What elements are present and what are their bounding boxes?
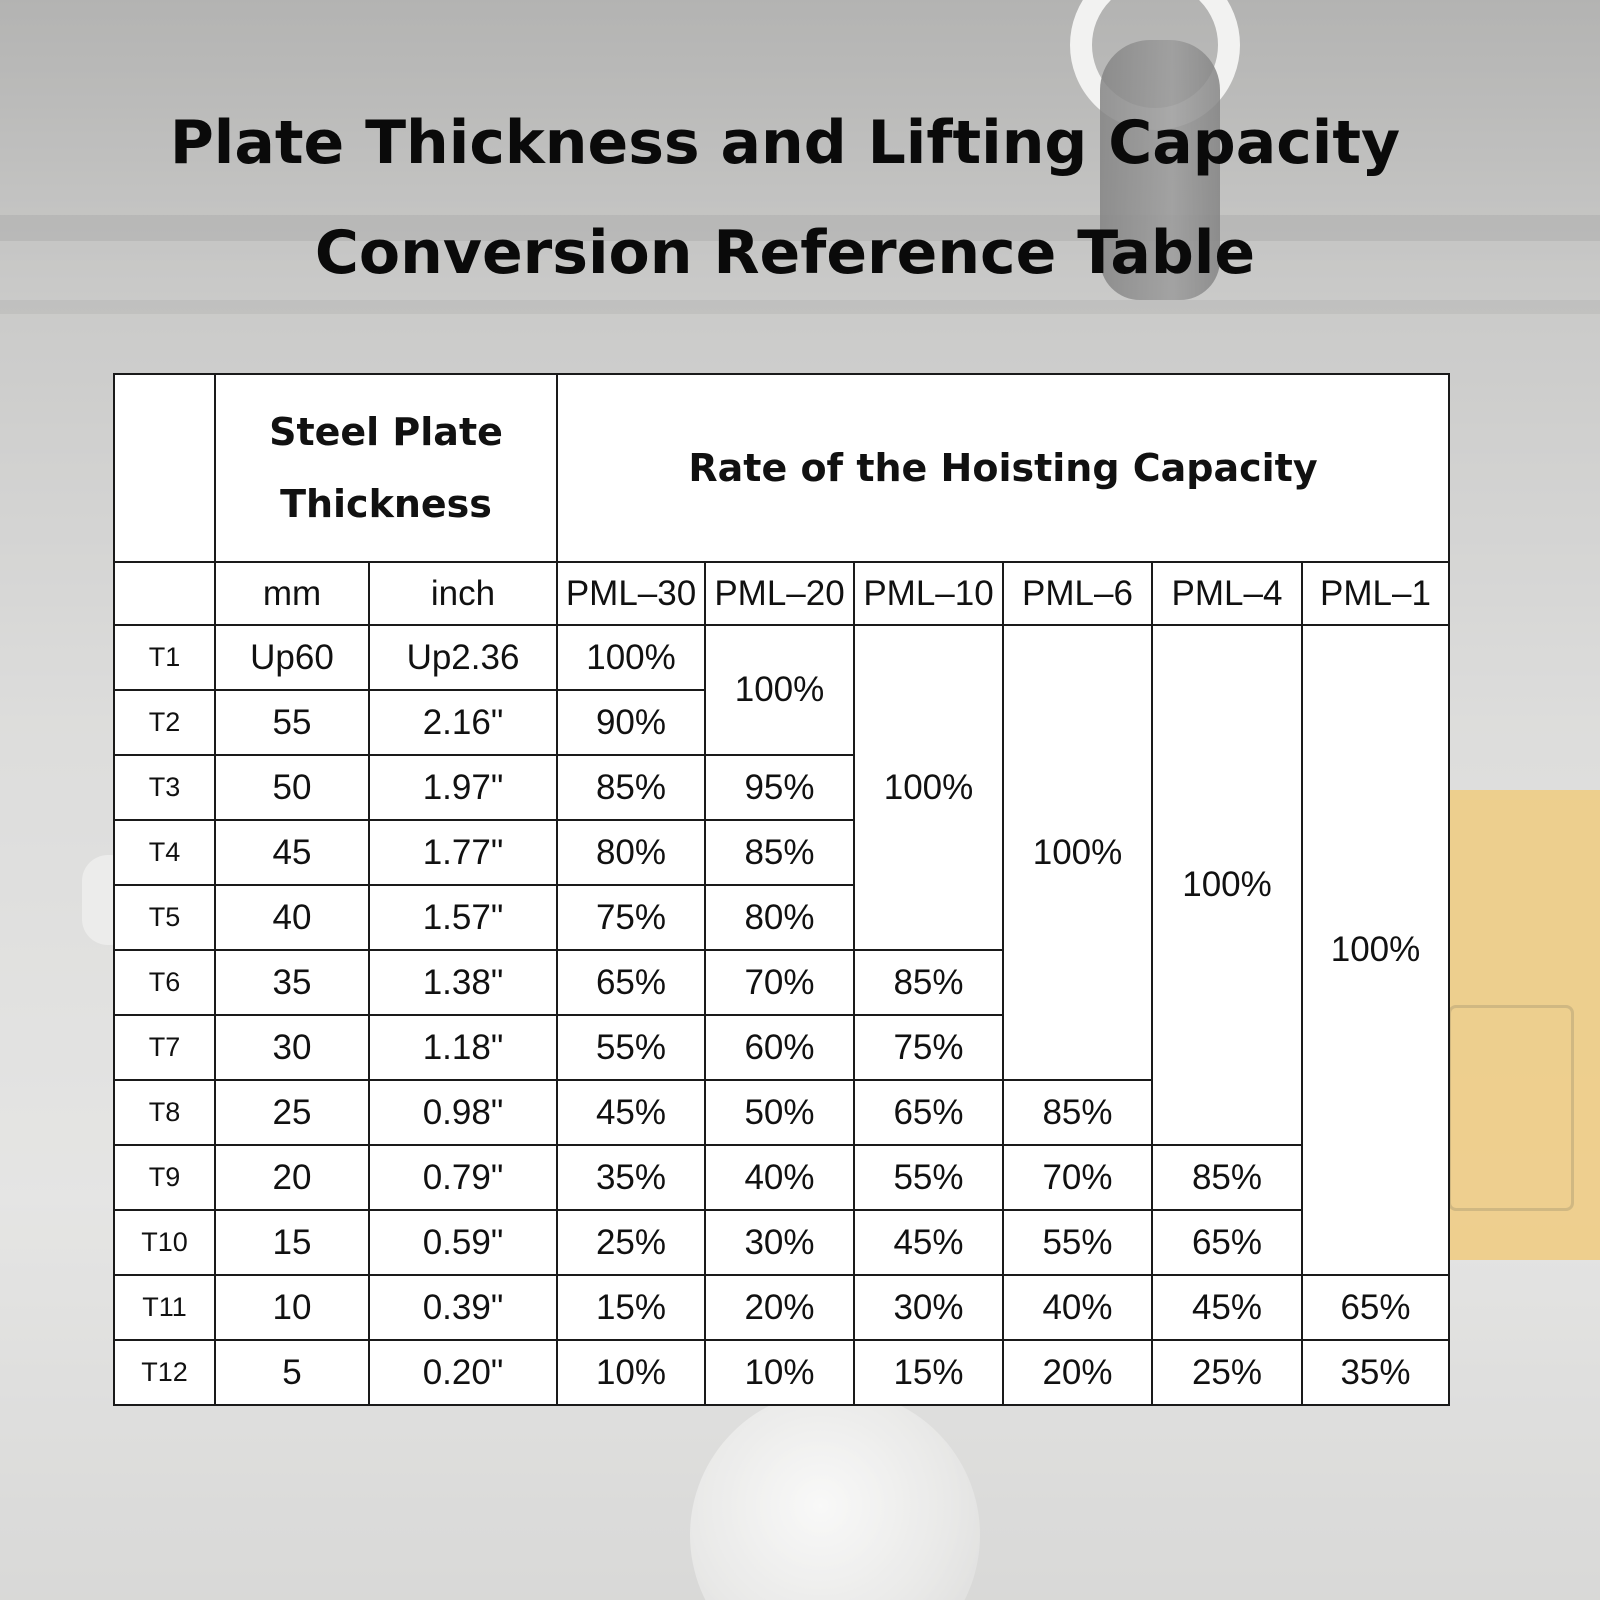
cell-pml-10: 75% — [854, 1015, 1003, 1080]
model-pml-1: PML–1 — [1302, 562, 1449, 625]
row-code: T3 — [114, 755, 215, 820]
cell-pml-10: 85% — [854, 950, 1003, 1015]
row-code: T8 — [114, 1080, 215, 1145]
cell-pml-6: 20% — [1003, 1340, 1152, 1405]
cell-pml-20: 80% — [705, 885, 854, 950]
steel-plate-thickness-header — [215, 374, 557, 562]
cell-pml-4: 85% — [1152, 1145, 1302, 1210]
cell-pml-10: 45% — [854, 1210, 1003, 1275]
row-code: T7 — [114, 1015, 215, 1080]
model-pml-10: PML–10 — [854, 562, 1003, 625]
cell-mm: 45 — [215, 820, 369, 885]
row-code: T10 — [114, 1210, 215, 1275]
cell-pml-30: 15% — [557, 1275, 705, 1340]
cell-pml-20: 50% — [705, 1080, 854, 1145]
cell-pml-20-merged: 100% — [705, 625, 854, 755]
model-pml-6: PML–6 — [1003, 562, 1152, 625]
unit-mm: mm — [215, 562, 369, 625]
cell-pml-4: 45% — [1152, 1275, 1302, 1340]
cell-pml-30: 45% — [557, 1080, 705, 1145]
cell-inch: 1.77" — [369, 820, 557, 885]
cell-pml-20: 85% — [705, 820, 854, 885]
cell-mm: 30 — [215, 1015, 369, 1080]
row-code: T4 — [114, 820, 215, 885]
table-row — [114, 625, 1449, 690]
cell-pml-20: 95% — [705, 755, 854, 820]
cell-mm: 35 — [215, 950, 369, 1015]
cell-pml-4: 65% — [1152, 1210, 1302, 1275]
cell-pml-1: 65% — [1302, 1275, 1449, 1340]
cell-mm: 5 — [215, 1340, 369, 1405]
cell-pml-6-merged: 100% — [1003, 625, 1152, 1080]
row-code: T2 — [114, 690, 215, 755]
cell-pml-20: 30% — [705, 1210, 854, 1275]
row-code: T1 — [114, 625, 215, 690]
cell-pml-30: 80% — [557, 820, 705, 885]
cell-inch: 0.79" — [369, 1145, 557, 1210]
cell-mm: 20 — [215, 1145, 369, 1210]
cell-pml-10: 15% — [854, 1340, 1003, 1405]
cell-pml-6: 85% — [1003, 1080, 1152, 1145]
cell-pml-30: 85% — [557, 755, 705, 820]
cell-pml-30: 35% — [557, 1145, 705, 1210]
cell-pml-20: 60% — [705, 1015, 854, 1080]
cell-pml-4: 25% — [1152, 1340, 1302, 1405]
cell-pml-30: 75% — [557, 885, 705, 950]
cell-mm: 40 — [215, 885, 369, 950]
table-row — [114, 1275, 1449, 1340]
steel-plate-thickness-label: Steel Plate Thickness — [269, 410, 503, 526]
model-pml-30: PML–30 — [557, 562, 705, 625]
cell-inch: 2.16" — [369, 690, 557, 755]
cell-pml-30: 55% — [557, 1015, 705, 1080]
cell-mm: 25 — [215, 1080, 369, 1145]
cell-inch: 1.18" — [369, 1015, 557, 1080]
conversion-table — [113, 373, 1450, 1406]
table-row — [114, 1145, 1449, 1210]
cell-pml-20: 40% — [705, 1145, 854, 1210]
cell-inch: 0.98" — [369, 1080, 557, 1145]
cell-pml-10: 55% — [854, 1145, 1003, 1210]
cell-inch: 1.97" — [369, 755, 557, 820]
cell-inch: 0.20" — [369, 1340, 557, 1405]
header-row — [114, 374, 1449, 562]
row-code: T6 — [114, 950, 215, 1015]
cell-mm: Up60 — [215, 625, 369, 690]
cell-mm: 15 — [215, 1210, 369, 1275]
cell-pml-20: 10% — [705, 1340, 854, 1405]
corner-cell — [114, 374, 215, 562]
hoisting-capacity-header: Rate of the Hoisting Capacity — [557, 374, 1449, 562]
title-line-1: Plate Thickness and Lifting Capacity — [169, 108, 1401, 178]
page-title — [0, 88, 1570, 308]
cell-inch: Up2.36 — [369, 625, 557, 690]
cell-pml-20: 20% — [705, 1275, 854, 1340]
cell-pml-4-merged: 100% — [1152, 625, 1302, 1145]
cell-pml-30: 65% — [557, 950, 705, 1015]
cell-pml-10: 30% — [854, 1275, 1003, 1340]
cell-pml-30: 90% — [557, 690, 705, 755]
cell-pml-30: 100% — [557, 625, 705, 690]
unit-inch: inch — [369, 562, 557, 625]
cell-pml-6: 40% — [1003, 1275, 1152, 1340]
cell-inch: 1.57" — [369, 885, 557, 950]
title-line-2: Conversion Reference Table — [314, 218, 1256, 288]
row-code: T9 — [114, 1145, 215, 1210]
cell-pml-6: 70% — [1003, 1145, 1152, 1210]
cell-inch: 0.59" — [369, 1210, 557, 1275]
cell-pml-1-merged: 100% — [1302, 625, 1449, 1275]
cell-pml-10: 65% — [854, 1080, 1003, 1145]
cell-pml-20: 70% — [705, 950, 854, 1015]
model-pml-20: PML–20 — [705, 562, 854, 625]
model-pml-4: PML–4 — [1152, 562, 1302, 625]
row-code: T11 — [114, 1275, 215, 1340]
row-code: T12 — [114, 1340, 215, 1405]
cell-pml-1: 35% — [1302, 1340, 1449, 1405]
cell-inch: 0.39" — [369, 1275, 557, 1340]
cell-pml-30: 25% — [557, 1210, 705, 1275]
cell-pml-6: 55% — [1003, 1210, 1152, 1275]
cell-mm: 10 — [215, 1275, 369, 1340]
cell-pml-10-merged: 100% — [854, 625, 1003, 950]
corner-cell-2 — [114, 562, 215, 625]
cell-mm: 55 — [215, 690, 369, 755]
row-code: T5 — [114, 885, 215, 950]
table-row — [114, 1210, 1449, 1275]
cell-mm: 50 — [215, 755, 369, 820]
subheader-row — [114, 562, 1449, 625]
cell-pml-30: 10% — [557, 1340, 705, 1405]
cell-inch: 1.38" — [369, 950, 557, 1015]
table-row — [114, 1340, 1449, 1405]
